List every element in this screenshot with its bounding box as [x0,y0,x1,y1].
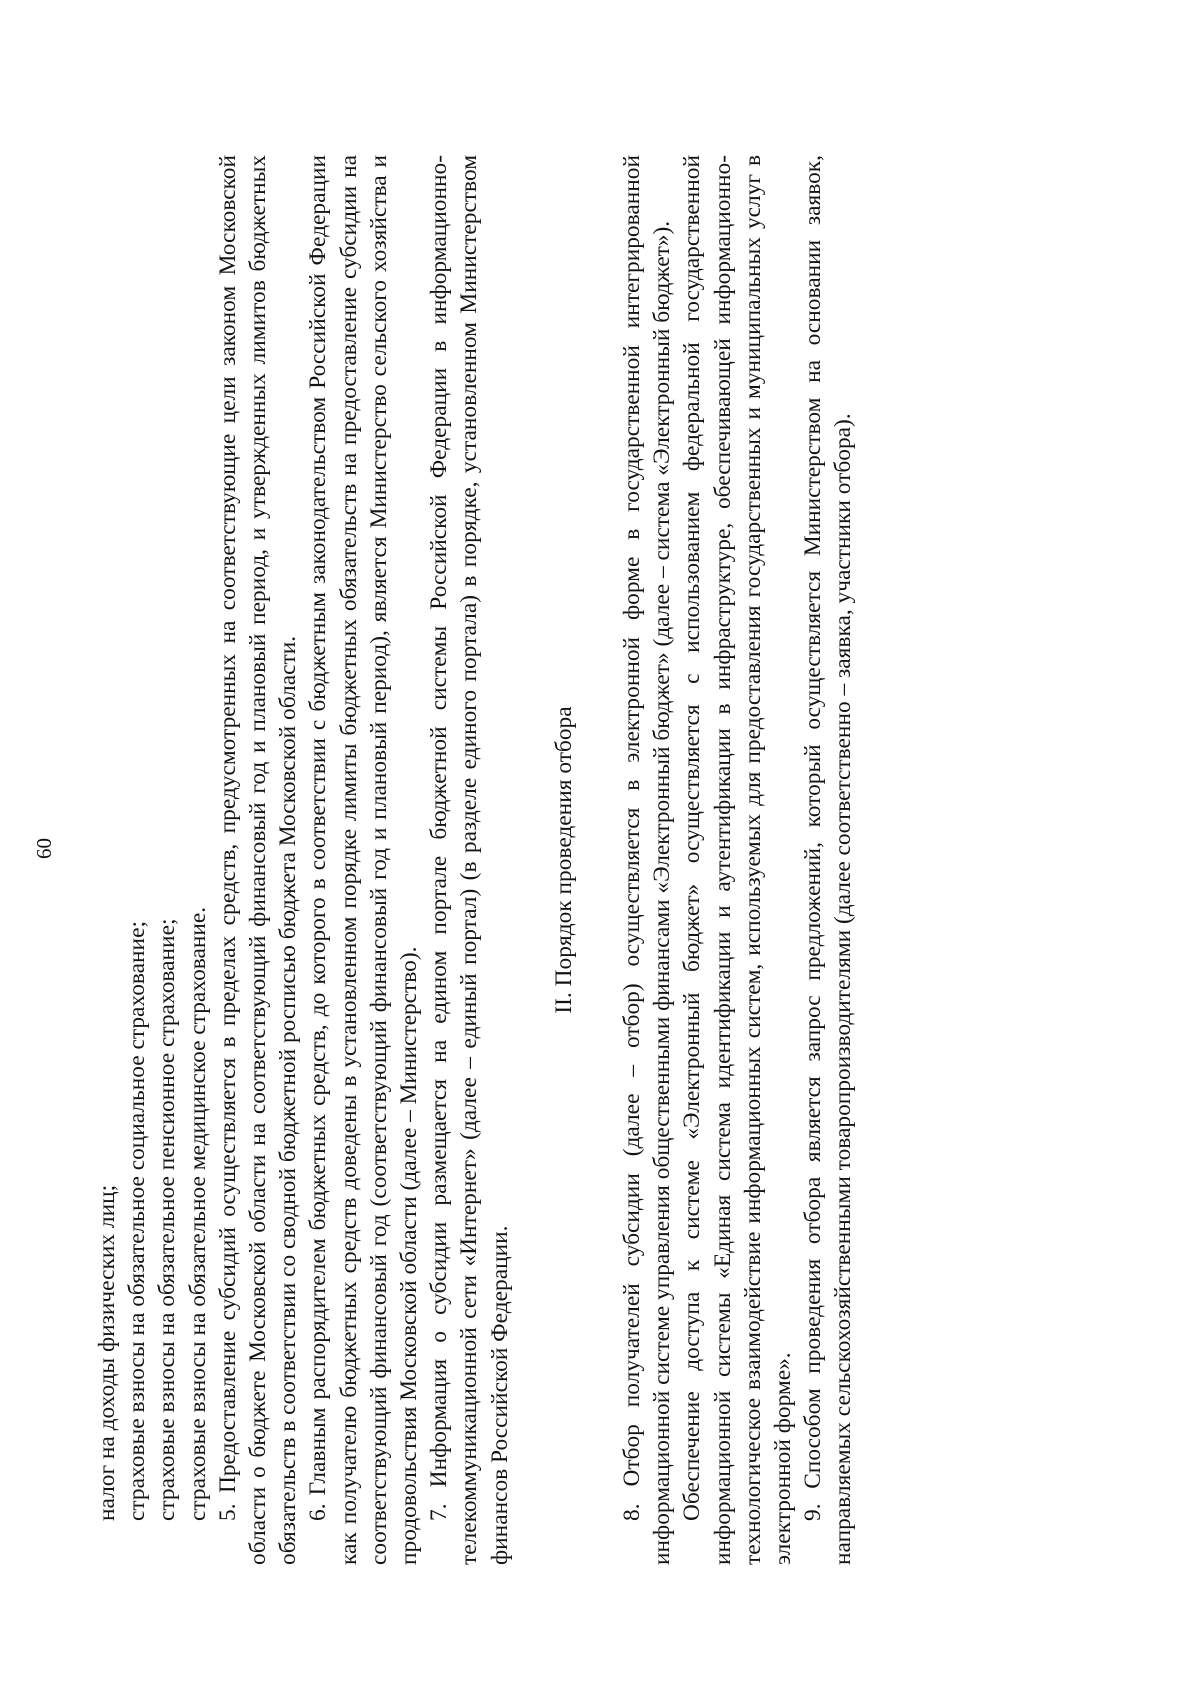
document-body [92,155,859,1565]
paragraph-6: 6. Главным распорядителем бюджетных средств, до которого в соответствии с бюджетным законодательством Российской Федерации как получателю бюджетных средств доведены в установленном порядке лимиты бюджетных обязательств на предоставление субсидии на соответствующий финансовый год (соответствующий финансовый год и плановый период), является Министерство сельского хозяйства и продовольствия Московской области (далее – Министерство). [305,155,423,1565]
list-item: страховые взносы на обязательное медицинское страхование. [184,906,211,1521]
paragraph-8: 8. Отбор получателей субсидии (далее – отбор) осуществляется в электронной форме в государственной интегрированной информационной системе управления общественными финансами «Электронный бюджет» (далее – система «Электронный бюджет»). [619,155,676,1565]
paragraph-9: 9. Способом проведения отбора является запрос предложений, который осуществляется Министерством на основании заявок, направляемых сельскохозяйственными товаропроизводителями (далее соответственно – заявка, участники отбора). [800,155,857,1565]
list-item: страховые взносы на обязательное пенсионное страхование; [154,918,181,1521]
paragraph-7: 7. Информация о субсидии размещается на едином портале бюджетной системы Российской Федерации в информационно-телекоммуникационной сети «Интернет» (далее – единый портал) (в разделе единого портала) в порядке, установленном Министерством финансов Российской Федерации. [426,155,513,1565]
list-item: налог на доходы физических лиц; [94,1184,120,1521]
section-heading: II. Порядок проведения отбора [550,706,577,1014]
list-item: страховые взносы на обязательное социальное страхование; [124,921,151,1521]
paragraph-5: 5. Предоставление субсидий осуществляется в пределах средств, предусмотренных на соответствующие цели законом Московской области о бюджете Московской области на соответствующий финансовый год и плановый период, и утвержденных лимитов бюджетных обязательств в соответствии со сводной бюджетной росписью бюджета Московской области. [214,155,302,1565]
paragraph-8-access: Обеспечение доступа к системе «Электронный бюджет» осуществляется с использованием федеральной государственной информационной системы «Единая система идентификации и аутентификации в инфраструктуре, обеспечивающей информационно-технологическое взаимодействие информационных систем, используемых для предоставления государственных и муниципальных услуг в электронной форме». [679,155,797,1565]
page-number: 60 [32,838,56,859]
